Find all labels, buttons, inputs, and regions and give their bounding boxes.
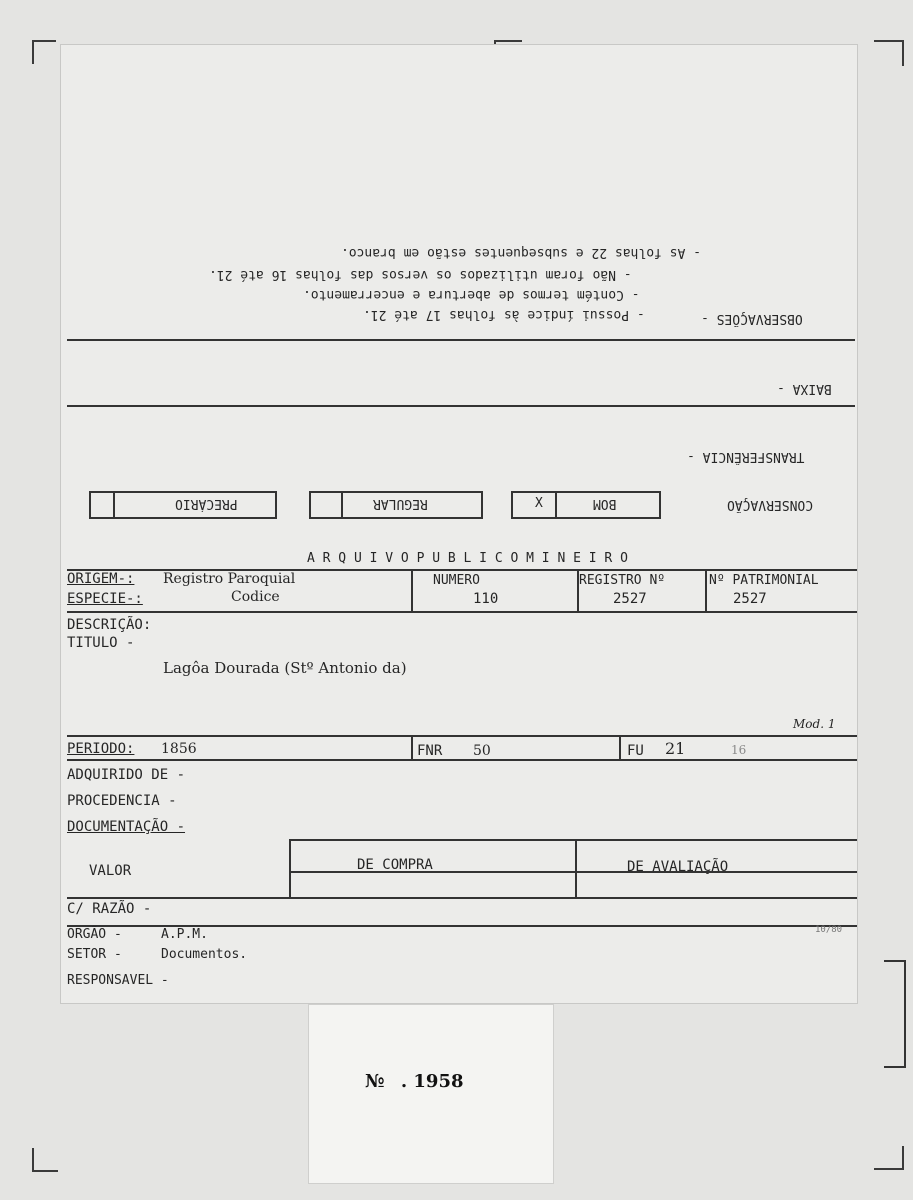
documentacao-label: DOCUMENTAÇÃO -	[67, 819, 186, 835]
rule-valor-mid	[289, 871, 857, 873]
origem-label: ORIGEM-:	[67, 571, 135, 587]
setor-value: Documentos.	[161, 947, 248, 962]
fnr-value: 50	[473, 743, 491, 759]
divider-origem-numero	[411, 569, 413, 611]
adquirido-label: ADQUIRIDO DE -	[67, 767, 186, 783]
fnr-label: FNR	[417, 743, 443, 759]
procedencia-label: PROCEDENCIA -	[67, 793, 177, 809]
divider-fnr-fu	[619, 735, 621, 759]
divider-registro-patrimonial	[705, 569, 707, 611]
fu-extra: 16	[731, 743, 747, 757]
observacoes-line-4: - As folhas 22 e subsequentes estão em branco.	[341, 245, 702, 260]
precario-box[interactable]	[89, 491, 277, 519]
divider-valor-compra	[289, 839, 291, 897]
compra-label: DE COMPRA	[357, 857, 433, 873]
numero-label: NUMERO	[433, 573, 480, 588]
descricao-label: DESCRIÇÃO:	[67, 617, 152, 633]
especie-value: Codice	[231, 589, 280, 605]
crop-mark-top-right	[874, 40, 904, 66]
observacoes-label: OBSERVAÇÕES -	[701, 311, 803, 326]
crop-mark-top-left	[32, 40, 56, 64]
bom-box[interactable]	[511, 491, 661, 519]
setor-label: SETOR -	[67, 947, 122, 962]
regular-label: REGULAR	[373, 496, 428, 511]
periodo-value: 1856	[161, 741, 197, 757]
razao-label: C/ RAZÃO -	[67, 901, 152, 917]
observacoes-line-1: - Possui índice às folhas 17 até 21.	[363, 307, 645, 322]
responsavel-label: RESPONSAVEL -	[67, 973, 169, 988]
rule-descricao	[67, 611, 857, 613]
form-code: 10/80	[815, 925, 843, 935]
ticket-value: . 1958	[400, 1071, 464, 1092]
divider-compra-avaliacao	[575, 839, 577, 897]
especie-label: ESPECIE-:	[67, 591, 143, 607]
rule-valor-bottom	[67, 897, 857, 899]
rule-baixa	[67, 405, 855, 407]
fu-label: FU	[627, 743, 644, 759]
transferencia-label: TRANSFERÊNCIA -	[687, 449, 805, 464]
numero-value: 110	[473, 591, 499, 607]
origem-value: Registro Paroquial	[163, 571, 296, 587]
precario-label: PRECÁRIO	[175, 496, 238, 511]
binder-bracket	[884, 960, 906, 1068]
crop-mark-bottom-left	[32, 1148, 58, 1172]
bom-mark: X	[535, 496, 543, 511]
model-number: Mod. 1	[793, 717, 836, 731]
ticket-symbol: №	[365, 1071, 385, 1092]
rule-periodo-bottom	[67, 759, 857, 761]
patrimonial-value: 2527	[733, 591, 767, 607]
number-ticket	[308, 1004, 554, 1184]
baixa-label: BAIXA -	[777, 381, 832, 396]
orgao-label: ORGÃO -	[67, 927, 122, 942]
divider-periodo-fnr	[411, 735, 413, 759]
rule-periodo	[67, 735, 857, 737]
observacoes-line-2: - Contém termos de abertura e encerramento.	[303, 287, 640, 302]
institution-header: A R Q U I V O P U B L I C O M I N E I R O	[307, 551, 628, 566]
crop-mark-bottom-right	[874, 1146, 904, 1170]
patrimonial-label: Nº PATRIMONIAL	[709, 573, 819, 588]
bom-label: BOM	[593, 496, 617, 511]
orgao-value: A.P.M.	[161, 927, 208, 942]
regular-box[interactable]	[309, 491, 483, 519]
rule-valor-top	[289, 839, 857, 841]
valor-label: VALOR	[89, 863, 132, 879]
catalog-card	[60, 44, 858, 1004]
registro-value: 2527	[613, 591, 647, 607]
fu-value: 21	[665, 739, 686, 758]
ticket-number	[365, 1071, 464, 1092]
observacoes-line-3: - Não foram utilizados os versos das folhas 16 até 21.	[209, 267, 632, 282]
conservacao-label: CONSERVAÇÃO	[727, 497, 814, 512]
titulo-label: TITULO -	[67, 635, 135, 651]
periodo-label: PERIODO:	[67, 741, 135, 757]
avaliacao-label: DE AVALIAÇÃO	[627, 859, 729, 875]
rule-observacoes	[67, 339, 855, 341]
registro-label: REGISTRO Nº	[579, 573, 666, 588]
titulo-value: Lagôa Dourada (Stº Antonio da)	[163, 659, 407, 677]
